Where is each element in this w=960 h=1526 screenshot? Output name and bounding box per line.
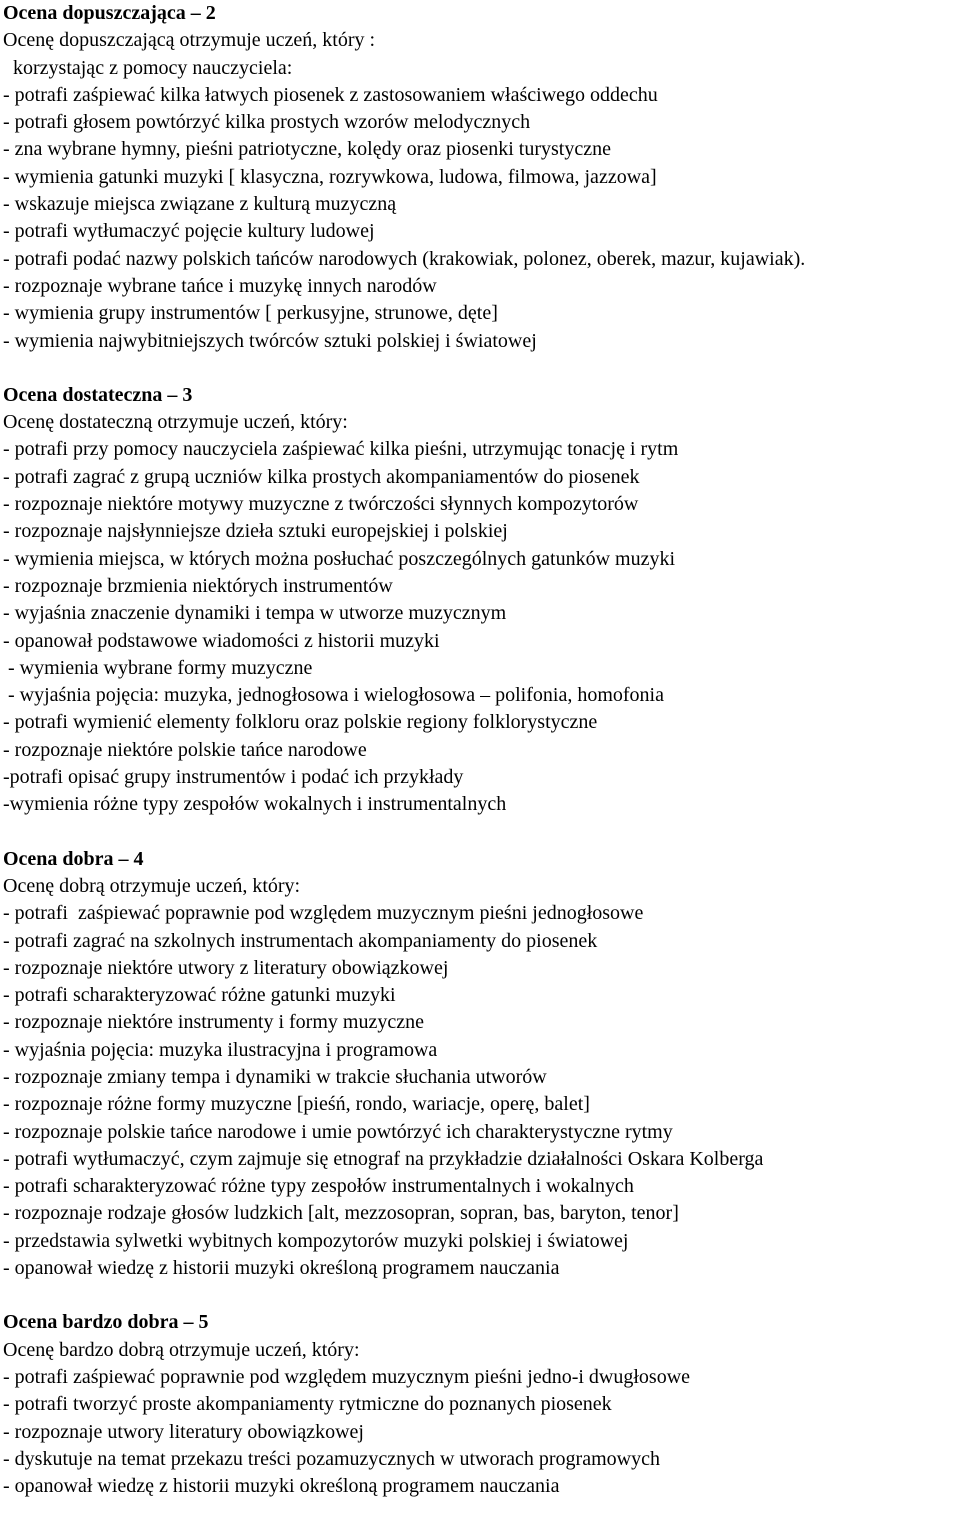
- list-item: - zna wybrane hymny, pieśni patriotyczne, kolędy oraz piosenki turystyczne: [3, 138, 611, 161]
- section-heading: Ocena bardzo dobra – 5: [3, 1311, 209, 1334]
- list-item: - potrafi zaśpiewać poprawnie pod względem muzycznym pieśni jedno-i dwugłosowe: [3, 1365, 691, 1388]
- list-item: - potrafi przy pomocy nauczyciela zaśpiewać kilka pieśni, utrzymując tonację i rytm: [3, 438, 679, 461]
- list-item: - wymienia gatunki muzyki [ klasyczna, rozrywkowa, ludowa, filmowa, jazzowa]: [3, 165, 657, 188]
- list-item: - wymienia wybrane formy muzyczne: [3, 656, 313, 679]
- section-heading: Ocena dostateczna – 3: [3, 383, 193, 406]
- list-item: - rozpoznaje różne formy muzyczne [pieśń, rondo, wariacje, operę, balet]: [3, 1093, 590, 1116]
- list-item: - wyjaśnia pojęcia: muzyka ilustracyjna i programowa: [3, 1038, 438, 1061]
- section-grade-3: [3, 382, 960, 819]
- list-item: - rozpoznaje zmiany tempa i dynamiki w trakcie słuchania utworów: [3, 1065, 547, 1088]
- list-item: - potrafi zaśpiewać kilka łatwych piosenek z zastosowaniem właściwego oddechu: [3, 83, 658, 106]
- list-item: - potrafi zagrać na szkolnych instrumentach akompaniamenty do piosenek: [3, 929, 598, 952]
- list-item: - wymienia grupy instrumentów [ perkusyjne, strunowe, dęte]: [3, 302, 498, 325]
- list-item: - opanował wiedzę z historii muzyki określoną programem nauczania: [3, 1475, 560, 1498]
- list-item: - potrafi wytłumaczyć, czym zajmuje się etnograf na przykładzie działalności Oskara Kolberga: [3, 1147, 764, 1170]
- list-item: - potrafi scharakteryzować różne typy zespołów instrumentalnych i wokalnych: [3, 1175, 634, 1198]
- list-item: - rozpoznaje niektóre polskie tańce narodowe: [3, 738, 367, 761]
- list-item: - rozpoznaje rodzaje głosów ludzkich [alt, mezzosopran, sopran, bas, baryton, tenor]: [3, 1202, 679, 1225]
- list-item: - potrafi podać nazwy polskich tańców narodowych (krakowiak, polonez, oberek, mazur, kujawiak).: [3, 247, 806, 270]
- section-intro: Ocenę bardzo dobrą otrzymuje uczeń, który:: [3, 1338, 360, 1361]
- section-heading: Ocena dopuszczająca – 2: [3, 2, 216, 24]
- list-item: - rozpoznaje wybrane tańce i muzykę innych narodów: [3, 274, 437, 297]
- list-item: - wymienia najwybitniejszych twórców sztuki polskiej i światowej: [3, 329, 537, 352]
- list-item: - przedstawia sylwetki wybitnych kompozytorów muzyki polskiej i światowej: [3, 1229, 629, 1252]
- section-intro: Ocenę dopuszczającą otrzymuje uczeń, który :: [3, 29, 376, 52]
- list-item: - potrafi zagrać z grupą uczniów kilka prostych akompaniamentów do piosenek: [3, 465, 640, 488]
- list-item: - potrafi głosem powtórzyć kilka prostych wzorów melodycznych: [3, 111, 531, 134]
- list-item: - potrafi wymienić elementy folkloru oraz polskie regiony folklorystyczne: [3, 711, 598, 734]
- list-item: - wymienia miejsca, w których można posłuchać poszczególnych gatunków muzyki: [3, 547, 676, 570]
- section-intro: Ocenę dobrą otrzymuje uczeń, który:: [3, 874, 301, 897]
- list-item: - opanował podstawowe wiadomości z historii muzyki: [3, 629, 440, 652]
- section-grade-4: [3, 846, 960, 1283]
- list-item: - rozpoznaje utwory literatury obowiązkowej: [3, 1420, 364, 1443]
- list-item: - potrafi tworzyć proste akompaniamenty rytmiczne do poznanych piosenek: [3, 1393, 612, 1416]
- list-item: - rozpoznaje najsłynniejsze dzieła sztuki europejskiej i polskiej: [3, 520, 508, 543]
- list-item: korzystając z pomocy nauczyciela:: [3, 56, 293, 79]
- list-item: - rozpoznaje brzmienia niektórych instrumentów: [3, 574, 393, 597]
- list-item: - opanował wiedzę z historii muzyki określoną programem nauczania: [3, 1257, 560, 1280]
- section-grade-5: [3, 1309, 960, 1500]
- list-item: - rozpoznaje polskie tańce narodowe i umie powtórzyć ich charakterystyczne rytmy: [3, 1120, 673, 1143]
- list-item: - wyjaśnia pojęcia: muzyka, jednogłosowa i wielogłosowa – polifonia, homofonia: [3, 684, 664, 707]
- list-item: - potrafi scharakteryzować różne gatunki muzyki: [3, 984, 396, 1007]
- list-item: -potrafi opisać grupy instrumentów i podać ich przykłady: [3, 766, 464, 789]
- list-item: - rozpoznaje niektóre instrumenty i formy muzyczne: [3, 1011, 424, 1034]
- list-item: - potrafi zaśpiewać poprawnie pod względem muzycznym pieśni jednogłosowe: [3, 902, 644, 925]
- list-item: - rozpoznaje niektóre motywy muzyczne z twórczości słynnych kompozytorów: [3, 493, 639, 516]
- list-item: - rozpoznaje niektóre utwory z literatury obowiązkowej: [3, 956, 449, 979]
- section-heading: Ocena dobra – 4: [3, 847, 144, 870]
- list-item: - dyskutuje na temat przekazu treści pozamuzycznych w utworach programowych: [3, 1447, 660, 1470]
- section-grade-2: [3, 0, 960, 355]
- section-intro: Ocenę dostateczną otrzymuje uczeń, który:: [3, 411, 348, 434]
- list-item: - wyjaśnia znaczenie dynamiki i tempa w utworze muzycznym: [3, 602, 507, 625]
- list-item: - potrafi wytłumaczyć pojęcie kultury ludowej: [3, 220, 375, 243]
- list-item: - wskazuje miejsca związane z kulturą muzyczną: [3, 193, 397, 216]
- list-item: -wymienia różne typy zespołów wokalnych i instrumentalnych: [3, 793, 507, 816]
